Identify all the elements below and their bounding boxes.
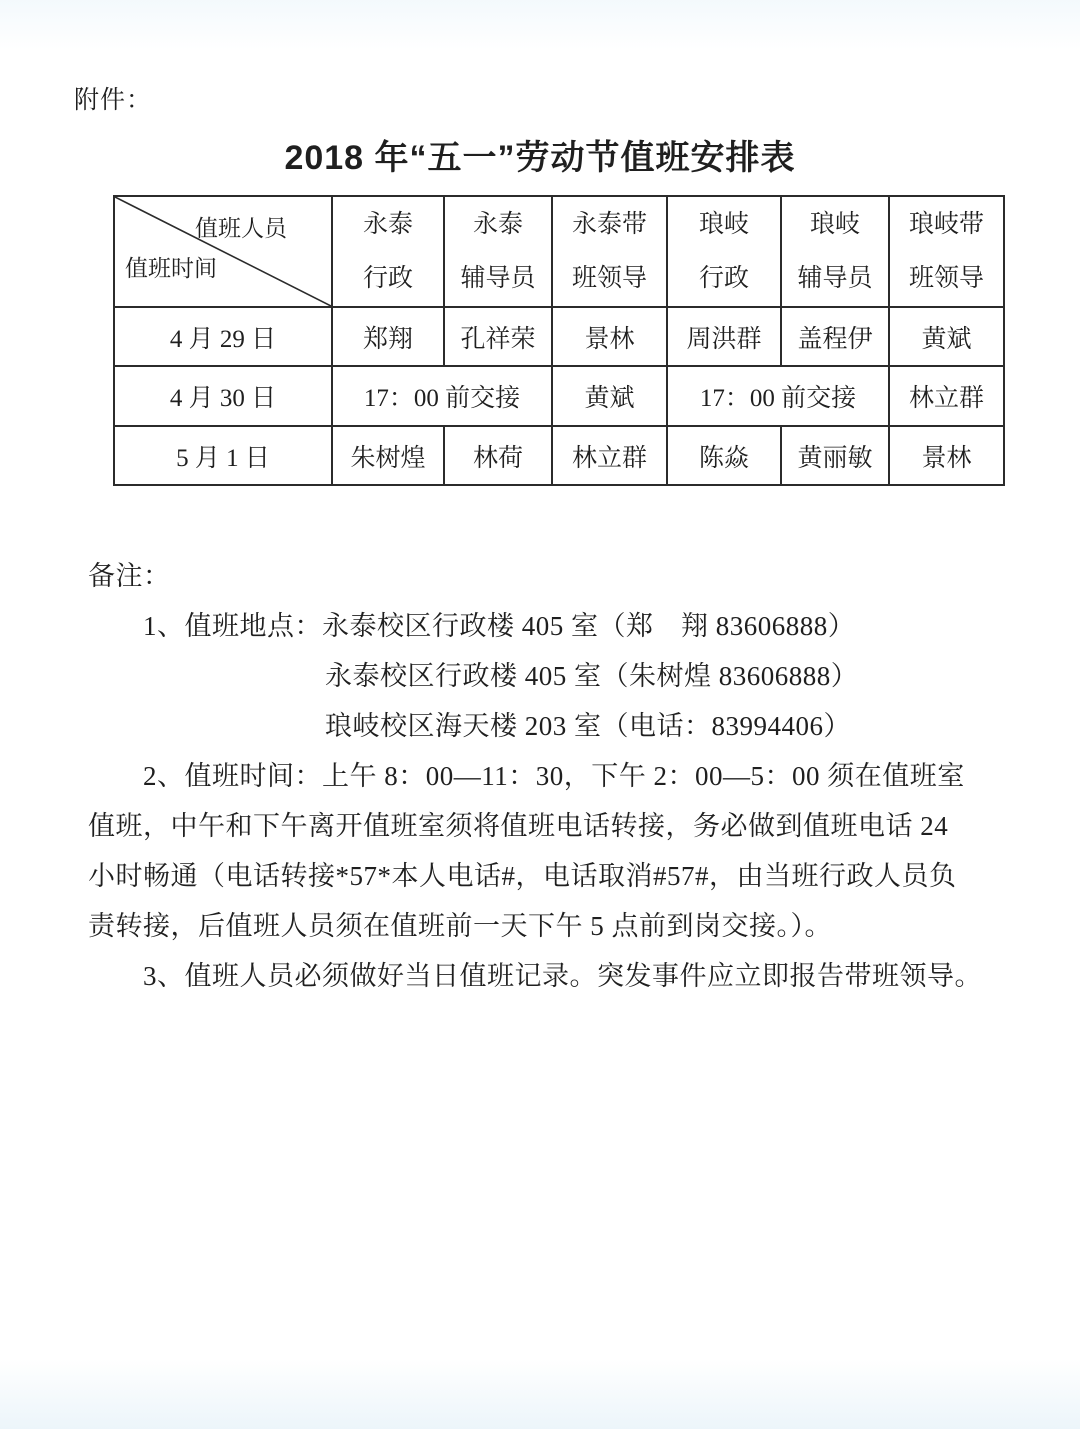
duty-cell: 林立群 <box>552 426 667 485</box>
header-line: 琅岐 <box>809 211 860 238</box>
duty-cell: 孔祥荣 <box>444 307 552 366</box>
header-line: 琅岐 <box>698 211 749 238</box>
duty-cell: 景林 <box>552 307 667 366</box>
duty-cell: 陈焱 <box>667 426 781 485</box>
notes-label: 备注： <box>88 561 171 591</box>
duty-cell: 朱树煌 <box>332 426 444 485</box>
duty-cell: 黄斌 <box>552 366 667 426</box>
header-line: 班领导 <box>908 265 984 292</box>
col-header-langqi-admin <box>667 196 781 307</box>
note-line-4: 2、值班时间：上午 8：00—11：30，下午 2：00—5：00 须在值班室 <box>143 761 965 791</box>
notes-section <box>88 551 1048 1001</box>
duty-cell-merged: 17：00 前交接 <box>667 366 889 426</box>
date-cell: 5 月 1 日 <box>114 426 332 485</box>
duty-cell: 林荷 <box>444 426 552 485</box>
table-row-apr30 <box>114 366 1004 426</box>
header-line: 永泰 <box>472 211 523 238</box>
duty-cell: 黄斌 <box>889 307 1004 366</box>
corner-label-personnel: 值班人员 <box>195 216 287 241</box>
duty-cell: 郑翔 <box>332 307 444 366</box>
header-line: 行政 <box>362 265 413 292</box>
note-line-7: 责转接，后值班人员须在值班前一天下午 5 点前到岗交接。）。 <box>88 911 832 941</box>
header-line: 辅导员 <box>460 265 536 292</box>
note-line-5: 值班，中午和下午离开值班室须将值班电话转接，务必做到值班电话 24 <box>88 811 949 841</box>
duty-cell-merged: 17：00 前交接 <box>332 366 552 426</box>
duty-cell: 黄丽敏 <box>781 426 889 485</box>
col-header-yongtai-counselor <box>444 196 552 307</box>
note-line-8: 3、值班人员必须做好当日值班记录。突发事件应立即报告带班领导。 <box>143 961 982 991</box>
duty-cell: 盖程伊 <box>781 307 889 366</box>
col-header-langqi-counselor <box>781 196 889 307</box>
duty-schedule-table <box>113 195 1005 486</box>
attachment-label: 附件： <box>74 87 153 114</box>
header-line: 琅岐带 <box>908 211 984 238</box>
table-header-row <box>114 196 1004 307</box>
diagonal-divider-line <box>115 197 331 306</box>
note-line-6: 小时畅通（电话转接*57*本人电话#，电话取消#57#，由当班行政人员负 <box>88 861 957 891</box>
table-row-apr29 <box>114 307 1004 366</box>
page-title: 2018 年“五一”劳动节值班安排表 <box>284 139 796 177</box>
duty-cell: 周洪群 <box>667 307 781 366</box>
date-cell: 4 月 30 日 <box>114 366 332 426</box>
header-line: 永泰 <box>362 211 413 238</box>
header-line: 班领导 <box>571 265 647 292</box>
col-header-yongtai-leader <box>552 196 667 307</box>
duty-cell: 林立群 <box>889 366 1004 426</box>
header-line: 永泰带 <box>571 211 647 238</box>
header-line: 行政 <box>698 265 749 292</box>
note-line-2: 永泰校区行政楼 405 室（朱树煌 83606888） <box>325 661 859 691</box>
col-header-yongtai-admin <box>332 196 444 307</box>
corner-label-time: 值班时间 <box>125 256 217 281</box>
note-line-1: 1、值班地点：永泰校区行政楼 405 室（郑 翔 83606888） <box>143 611 856 641</box>
col-header-langqi-leader <box>889 196 1004 307</box>
header-line: 辅导员 <box>797 265 873 292</box>
corner-header-cell <box>114 196 332 307</box>
table-row-may1 <box>114 426 1004 485</box>
date-cell: 4 月 29 日 <box>114 307 332 366</box>
note-line-3: 琅岐校区海天楼 203 室（电话：83994406） <box>325 711 851 741</box>
duty-cell: 景林 <box>889 426 1004 485</box>
